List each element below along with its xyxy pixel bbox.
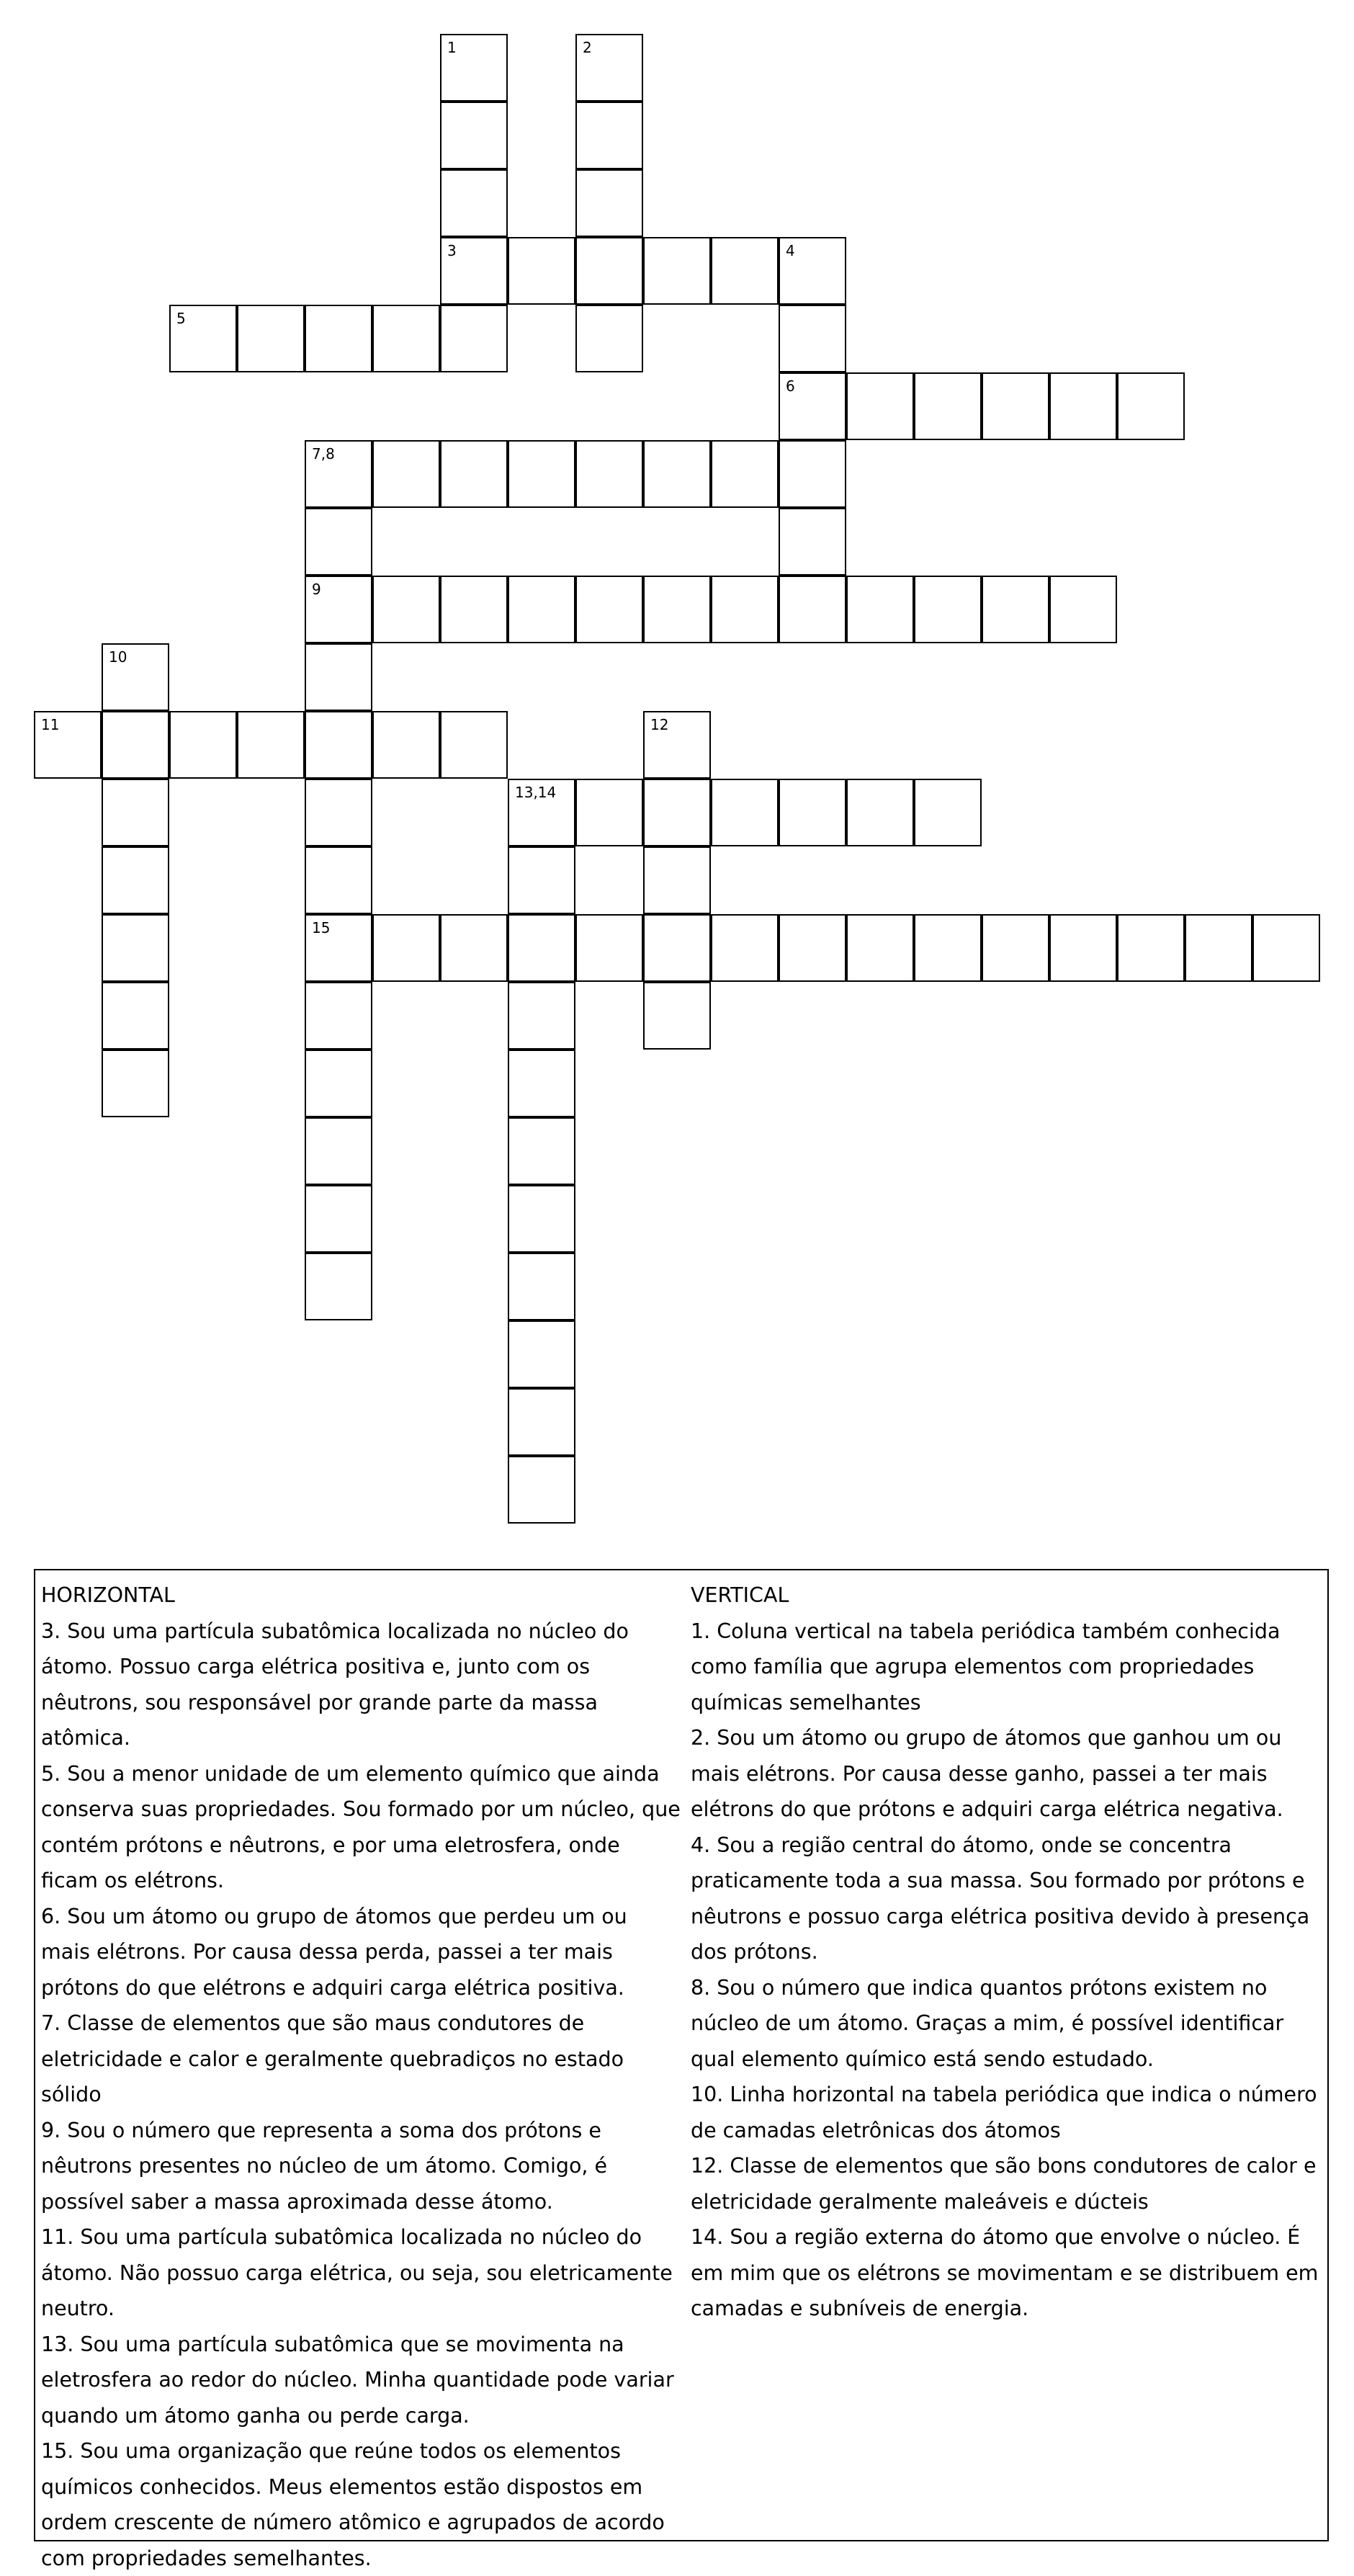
crossword-cell[interactable]	[779, 914, 846, 982]
crossword-cell[interactable]	[643, 711, 711, 779]
crossword-cell[interactable]	[508, 982, 575, 1050]
crossword-cell[interactable]	[305, 305, 372, 372]
crossword-cell[interactable]	[305, 711, 372, 779]
crossword-cell[interactable]	[575, 576, 643, 643]
crossword-cell[interactable]	[102, 711, 169, 779]
crossword-cell[interactable]	[1185, 914, 1252, 982]
crossword-cell[interactable]	[914, 576, 982, 643]
clue-number: 6	[786, 377, 795, 395]
crossword-cell[interactable]	[914, 779, 982, 846]
crossword-cell[interactable]	[102, 779, 169, 846]
crossword-cell[interactable]	[440, 576, 508, 643]
crossword-cell[interactable]	[914, 914, 982, 982]
clue-vertical-4: 4. Sou a região central do átomo, onde se concentra praticamente toda a sua massa. Sou formado por prótons e nêutrons e possuo carga elétrica positiva devido à presença dos prótons.	[691, 1833, 1310, 1964]
clue-number: 2	[583, 39, 592, 56]
crossword-cell[interactable]	[102, 982, 169, 1050]
crossword-cell[interactable]	[102, 643, 169, 711]
crossword-cell[interactable]	[643, 914, 711, 982]
clue-vertical-2: 2. Sou um átomo ou grupo de átomos que ganhou um ou mais elétrons. Por causa desse ganho, passei a ter mais elétrons do que prótons e adquiri carga elétrica negativa.	[691, 1726, 1283, 1821]
crossword-cell[interactable]	[779, 576, 846, 643]
crossword-cell[interactable]	[508, 1185, 575, 1253]
crossword-cell[interactable]	[305, 440, 372, 508]
crossword-cell[interactable]	[305, 779, 372, 846]
crossword-cell[interactable]	[305, 846, 372, 914]
crossword-cell[interactable]	[643, 237, 711, 305]
crossword-cell[interactable]	[305, 508, 372, 576]
crossword-cell[interactable]	[575, 237, 643, 305]
crossword-cell[interactable]	[846, 779, 914, 846]
crossword-cell[interactable]	[711, 914, 779, 982]
crossword-cell[interactable]	[508, 1320, 575, 1388]
crossword-cell[interactable]	[372, 440, 440, 508]
crossword-cell[interactable]	[1049, 372, 1117, 440]
vertical-clues-column	[691, 1578, 1324, 2327]
crossword-cell[interactable]	[237, 711, 305, 779]
crossword-cell[interactable]	[372, 914, 440, 982]
crossword-cell[interactable]	[305, 1185, 372, 1253]
crossword-cell[interactable]	[169, 305, 237, 372]
crossword-cell[interactable]	[440, 169, 508, 237]
crossword-cell[interactable]	[1117, 372, 1185, 440]
crossword-cell[interactable]	[779, 305, 846, 372]
crossword-cell[interactable]	[440, 305, 508, 372]
crossword-cell[interactable]	[305, 1050, 372, 1117]
clue-number: 5	[176, 310, 186, 327]
clue-number: 7,8	[312, 445, 335, 462]
crossword-cell[interactable]	[372, 305, 440, 372]
crossword-cell[interactable]	[643, 982, 711, 1050]
clue-horizontal-15: 15. Sou uma organização que reúne todos os elementos químicos conhecidos. Meus elementos estão dispostos em ordem crescente de número atômico e agrupados de acordo com propriedades semelhantes.	[41, 2439, 665, 2570]
crossword-cell[interactable]	[508, 576, 575, 643]
crossword-cell[interactable]	[643, 779, 711, 846]
crossword-cell[interactable]	[305, 982, 372, 1050]
clue-number: 1	[447, 39, 457, 56]
crossword-cell[interactable]	[305, 914, 372, 982]
clue-horizontal-5: 5. Sou a menor unidade de um elemento químico que ainda conserva suas propriedades. Sou formado por um núcleo, que contém prótons e nêutrons, e por uma eletrosfera, onde ficam os elétrons.	[41, 1761, 681, 1892]
crossword-cell[interactable]	[575, 169, 643, 237]
clue-horizontal-6: 6. Sou um átomo ou grupo de átomos que perdeu um ou mais elétrons. Por causa dessa perda, passei a ter mais prótons do que elétrons e adquiri carga elétrica positiva.	[41, 1904, 627, 2000]
crossword-cell[interactable]	[440, 102, 508, 169]
crossword-cell[interactable]	[305, 643, 372, 711]
vertical-heading: VERTICAL	[691, 1583, 789, 1607]
crossword-cell[interactable]	[575, 914, 643, 982]
crossword-cell[interactable]	[575, 779, 643, 846]
crossword-cell[interactable]	[508, 779, 575, 846]
crossword-cell[interactable]	[102, 1050, 169, 1117]
crossword-cell[interactable]	[711, 237, 779, 305]
crossword-cell[interactable]	[305, 1117, 372, 1185]
crossword-cell[interactable]	[372, 711, 440, 779]
crossword-cell[interactable]	[305, 576, 372, 643]
crossword-cell[interactable]	[508, 846, 575, 914]
clue-horizontal-3: 3. Sou uma partícula subatômica localizada no núcleo do átomo. Possuo carga elétrica positiva e, junto com os nêutrons, sou responsável por grande parte da massa atômica.	[41, 1619, 629, 1750]
clue-number: 4	[786, 242, 795, 259]
crossword-cell[interactable]	[1049, 576, 1117, 643]
crossword-cell[interactable]	[779, 508, 846, 576]
crossword-cell[interactable]	[508, 1050, 575, 1117]
crossword-cell[interactable]	[440, 914, 508, 982]
crossword-cell[interactable]	[508, 1456, 575, 1524]
crossword-cell[interactable]	[1049, 914, 1117, 982]
crossword-cell[interactable]	[982, 914, 1049, 982]
crossword-cell[interactable]	[508, 1388, 575, 1456]
clue-number: 10	[109, 648, 127, 666]
crossword-cell[interactable]	[711, 576, 779, 643]
crossword-cell[interactable]	[1252, 914, 1320, 982]
clue-number: 3	[447, 242, 457, 259]
crossword-cell[interactable]	[914, 372, 982, 440]
crossword-cell[interactable]	[779, 237, 846, 305]
crossword-cell[interactable]	[440, 440, 508, 508]
crossword-cell[interactable]	[508, 440, 575, 508]
crossword-cell[interactable]	[372, 576, 440, 643]
crossword-cell[interactable]	[575, 305, 643, 372]
crossword-cell[interactable]	[711, 440, 779, 508]
clue-vertical-1: 1. Coluna vertical na tabela periódica também conhecida como família que agrupa elementos com propriedades químicas semelhantes	[691, 1619, 1281, 1714]
crossword-cell[interactable]	[643, 440, 711, 508]
crossword-cell[interactable]	[1117, 914, 1185, 982]
clue-number: 13,14	[515, 784, 557, 801]
clue-horizontal-9: 9. Sou o número que representa a soma dos prótons e nêutrons presentes no núcleo de um átomo. Comigo, é possível saber a massa aproximada desse átomo.	[41, 2118, 608, 2214]
clue-vertical-14: 14. Sou a região externa do átomo que envolve o núcleo. É em mim que os elétrons se movimentam e se distribuem em camadas e subníveis de energia.	[691, 2225, 1319, 2320]
crossword-cell[interactable]	[102, 914, 169, 982]
clue-horizontal-13: 13. Sou uma partícula subatômica que se movimenta na eletrosfera ao redor do núcleo. Minha quantidade pode variar quando um átomo ganha ou perde carga.	[41, 2332, 674, 2428]
crossword-cell[interactable]	[440, 34, 508, 102]
crossword-cell[interactable]	[237, 305, 305, 372]
crossword-cell[interactable]	[508, 914, 575, 982]
crossword-cell[interactable]	[305, 1253, 372, 1320]
crossword-cell[interactable]	[779, 372, 846, 440]
clue-number: 11	[41, 716, 60, 733]
clue-number: 9	[312, 581, 321, 598]
clue-vertical-8: 8. Sou o número que indica quantos prótons existem no núcleo de um átomo. Graças a mim, é possível identificar qual elemento químico está sendo estudado.	[691, 1975, 1284, 2071]
crossword-cell[interactable]	[102, 846, 169, 914]
crossword-cell[interactable]	[508, 237, 575, 305]
crossword-cell[interactable]	[508, 1253, 575, 1320]
crossword-cell[interactable]	[169, 711, 237, 779]
crossword-cell[interactable]	[643, 846, 711, 914]
crossword-cell[interactable]	[846, 914, 914, 982]
crossword-cell[interactable]	[779, 779, 846, 846]
clue-number: 12	[650, 716, 669, 733]
clues-box	[34, 1569, 1329, 2570]
crossword-cell[interactable]	[575, 34, 643, 102]
crossword-cell[interactable]	[643, 576, 711, 643]
crossword-cell[interactable]	[779, 440, 846, 508]
crossword-cell[interactable]	[575, 102, 643, 169]
clue-vertical-10: 10. Linha horizontal na tabela periódica que indica o número de camadas eletrônicas dos átomos	[691, 2083, 1317, 2142]
crossword-cell[interactable]	[440, 711, 508, 779]
clue-horizontal-7: 7. Classe de elementos que são maus condutores de eletricidade e calor e geralmente quebradiços no estado sólido	[41, 2011, 624, 2106]
clue-horizontal-11: 11. Sou uma partícula subatômica localizada no núcleo do átomo. Não possuo carga elétrica, ou seja, sou eletricamente neutro.	[41, 2225, 673, 2320]
crossword-cell[interactable]	[846, 576, 914, 643]
horizontal-clues-column	[41, 1578, 682, 2576]
crossword-cell[interactable]	[982, 576, 1049, 643]
crossword-cell[interactable]	[711, 779, 779, 846]
horizontal-heading: HORIZONTAL	[41, 1583, 175, 1607]
clue-number: 15	[312, 919, 331, 936]
crossword-cell[interactable]	[34, 711, 102, 779]
crossword-cell[interactable]	[575, 440, 643, 508]
crossword-cell[interactable]	[982, 372, 1049, 440]
crossword-cell[interactable]	[846, 372, 914, 440]
crossword-cell[interactable]	[440, 237, 508, 305]
clue-vertical-12: 12. Classe de elementos que são bons condutores de calor e eletricidade geralmente maleáveis e dúcteis	[691, 2154, 1317, 2214]
crossword-cell[interactable]	[508, 1117, 575, 1185]
